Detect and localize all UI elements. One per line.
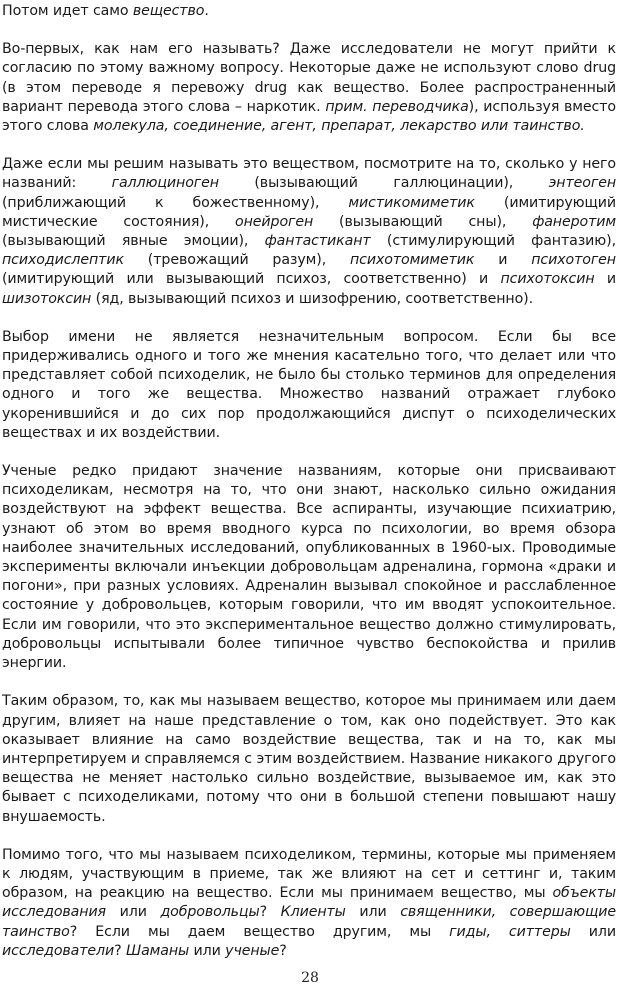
- italic-term: молекула, соединение, агент, препарат, лекарство или таинство.: [93, 118, 585, 135]
- italic-term: вещество: [132, 3, 205, 19]
- text-run: Выбор имени не является незначительным вопросом. Если бы все придерживались одного и того же мнения касательно того, что делает или что представляет собой психоделик, не было бы столько терминов для определения одного и того же вещества. Множество названий отражает глубоко укоренившийся и до сих пор продолжающийся диспут о психоделических веществах и их воздействии.: [2, 328, 616, 441]
- paragraph: [2, 328, 616, 443]
- italic-term: гиды, ситтеры: [449, 923, 571, 940]
- paragraph: [2, 462, 616, 673]
- text-run: Даже если мы решим называть это веществом, посмотрите на то, сколько у него названий:: [2, 156, 616, 192]
- text-run: ?: [279, 942, 287, 959]
- text-run: (имитирующий или вызывающий психоз, соответственно) и: [2, 271, 501, 288]
- text-run: (вызывающий явные эмоции),: [2, 233, 265, 250]
- text-run: или: [189, 942, 226, 959]
- italic-term: прим. переводчика: [325, 98, 469, 115]
- italic-term: Клиенты: [280, 904, 346, 921]
- paragraph: [2, 692, 616, 826]
- italic-term: энтеоген: [548, 175, 617, 192]
- italic-term: объекты исследования: [2, 885, 616, 921]
- italic-term: фантастикант: [264, 233, 371, 250]
- page-number: 28: [301, 970, 319, 986]
- italic-term: священники, совершающие таинство: [2, 904, 616, 940]
- text-run: или: [345, 904, 401, 921]
- body-text: [2, 2, 616, 980]
- italic-term: онейроген: [235, 213, 314, 230]
- italic-term: галлюциноген: [111, 175, 219, 192]
- text-run: (стимулирующий фантазию),: [370, 233, 616, 250]
- text-run: (тревожащий разум),: [123, 252, 350, 269]
- paragraph: [2, 40, 616, 136]
- text-run: (приближающий к божественному),: [2, 194, 349, 211]
- paragraph: [2, 155, 616, 309]
- text-run: или: [106, 904, 161, 921]
- text-run: ?: [114, 942, 126, 959]
- text-run: (вызывающий галлюцинации),: [218, 175, 549, 192]
- text-run: (яд, вызывающий психоз и шизофрению, соответственно).: [91, 290, 533, 307]
- italic-term: психотоксин: [500, 271, 595, 288]
- italic-term: добровольцы: [160, 904, 260, 921]
- paragraph: [2, 2, 616, 21]
- italic-term: мистикомиметик: [348, 194, 475, 211]
- italic-term: психотомиметик: [350, 252, 475, 269]
- text-run: и: [474, 252, 532, 269]
- text-run: Во-первых, как нам его называть? Даже исследователи не могут прийти к согласию по этому важному вопросу. Некоторые даже не используют слово drug (в этом переводе я перевожу drug как вещество. Более распространенный вариант перевода этого слова – наркотик.: [2, 41, 616, 115]
- text-run: ?: [259, 904, 281, 921]
- italic-term: шизотоксин: [2, 290, 92, 307]
- text-run: ? Если мы даем вещество другим, мы: [69, 923, 450, 940]
- italic-term: фанеротим: [532, 213, 616, 230]
- italic-term: психотоген: [531, 252, 616, 269]
- text-run: и: [594, 271, 616, 288]
- text-run: (имитирующий мистические состояния),: [2, 194, 616, 230]
- text-run: (вызывающий сны),: [313, 213, 533, 230]
- text-run: Ученые редко придают значение названиям, которые они присваивают психоделикам, несмотря на то, что они знают, насколько сильно ожидания воздействуют на эффект вещества. Все аспиранты, изучающие психиатрию, узнают об этом во время вводного курса по психологии, во время обзора наиболее значительных исследований, опубликованных в 1960-ых. Проводимые эксперименты включали инъекции добровольцам адреналина, гормона «драки и погони», при разных условиях. Адреналин вызывал спокойное и расслабленное состояние у добровольцев, которым говорили, что им вводят успокоительное. Если им говорили, что это экспериментальное вещество должно стимулировать, добровольцы испытывали более типичное чувство беспокойства и прилив энергии.: [2, 463, 616, 672]
- paragraph: [2, 846, 616, 961]
- text-run: ), используя вместо этого слова: [2, 98, 616, 135]
- italic-term: психодислептик: [2, 252, 124, 269]
- italic-term: ученые: [225, 942, 280, 959]
- italic-term: Шаманы: [126, 942, 190, 959]
- italic-term: исследователи: [2, 942, 115, 959]
- text-run: Таким образом, то, как мы называем вещество, которое мы принимаем или даем другим, влияет на наше представление о том, как оно подействует. Это как оказывает влияние на само воздействие вещества, так и на то, как мы интерпретируем и справляемся с этим воздействием. Название никакого другого вещества не меняет настолько сильно воздействие, вызываемое им, как это бывает с психоделиками, потому что они в большой степени повышают нашу внушаемость.: [2, 693, 616, 825]
- text-run: или: [570, 923, 616, 940]
- text-run: Помимо того, что мы называем психоделиком, термины, которые мы применяем к людям, участвующим в приеме, так же влияют на сет и сеттинг и, таким образом, на реакцию на вещество. Если мы принимаем вещество, мы: [2, 846, 616, 902]
- text-run: Потом идет само: [2, 3, 133, 19]
- text-run: .: [204, 3, 209, 19]
